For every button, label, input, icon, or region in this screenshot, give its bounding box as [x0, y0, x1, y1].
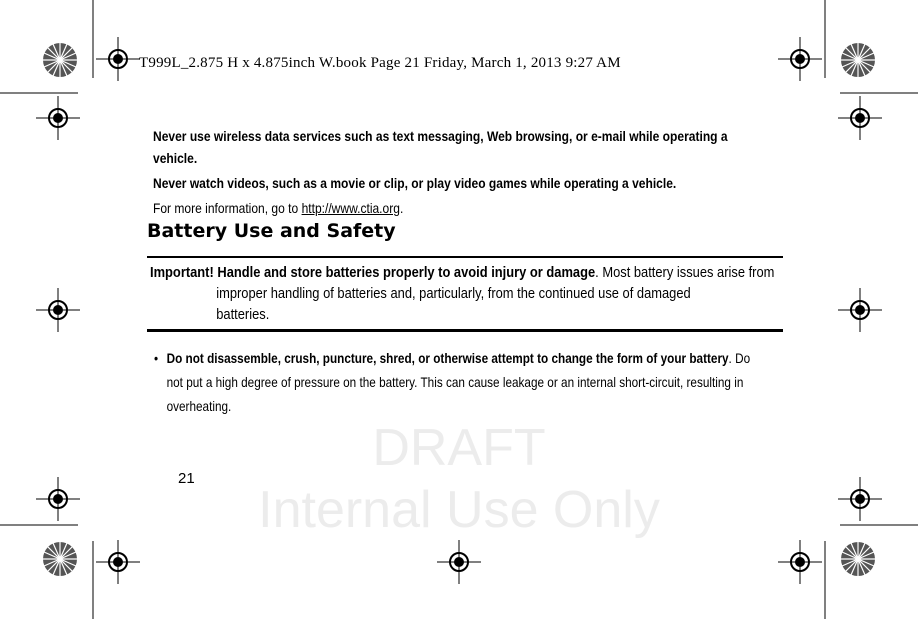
bullet-line-2: not put a high degree of pressure on the battery. This can cause leakage or an internal short-circuit, resulting in [166, 374, 744, 390]
crosshair-mark-top-right [778, 37, 822, 81]
starburst-mark-top-left [42, 42, 78, 78]
crosshair-mark-left-lower [36, 477, 80, 521]
battery-bullet [154, 346, 750, 418]
important-line-2: improper handling of batteries and, particularly, from the continued use of damaged [216, 285, 691, 302]
watermark-draft: DRAFT [372, 419, 546, 477]
note-top-rule [147, 256, 783, 258]
book-info-header: T999L_2.875 H x 4.875inch W.book Page 21 Friday, March 1, 2013 9:27 AM [139, 55, 621, 71]
crosshair-mark-left-upper [36, 96, 80, 140]
more-info-prefix: For more information, go to [153, 200, 302, 216]
crosshair-mark-top-left [96, 37, 140, 81]
bullet-line1-rest: . Do [728, 350, 751, 366]
warning-videos: Never watch videos, such as a movie or clip, or play video games while operating a vehicle. [153, 175, 677, 191]
crosshair-mark-bottom-center [437, 540, 481, 584]
important-line1-rest: . Most battery issues arise from [595, 264, 775, 281]
more-info-line [153, 197, 403, 219]
page-number: 21 [178, 470, 195, 487]
crosshair-mark-right-middle [838, 288, 882, 332]
bullet-bold-text: Do not disassemble, crush, puncture, shred, or otherwise attempt to change the form of your battery [166, 350, 729, 366]
starburst-mark-bottom-right [840, 541, 876, 577]
bullet-dot: • [154, 350, 159, 366]
more-info-suffix: . [399, 200, 404, 216]
crosshair-mark-right-upper [838, 96, 882, 140]
note-bottom-rule [147, 329, 783, 332]
watermark-internal-use: Internal Use Only [258, 481, 660, 539]
crosshair-mark-bottom-right [778, 540, 822, 584]
warning-wireless-data-cont: vehicle. [153, 150, 198, 166]
important-line-3: batteries. [216, 306, 270, 323]
starburst-mark-top-right [840, 42, 876, 78]
crosshair-mark-left-middle [36, 288, 80, 332]
ctia-link[interactable]: http://www.ctia.org [301, 200, 400, 216]
warning-wireless-data: Never use wireless data services such as text messaging, Web browsing, or e-mail while operating a [153, 128, 728, 144]
bullet-line-1 [154, 346, 750, 370]
starburst-mark-bottom-left [42, 541, 78, 577]
important-label: Important! [150, 264, 214, 281]
section-heading: Battery Use and Safety [147, 220, 396, 242]
important-bold-text: Handle and store batteries properly to avoid injury or damage [217, 264, 596, 281]
important-note [150, 262, 774, 325]
crosshair-mark-bottom-left [96, 540, 140, 584]
crosshair-mark-right-lower [838, 477, 882, 521]
important-note-line-1 [150, 262, 774, 283]
bullet-line-3: overheating. [166, 398, 232, 414]
